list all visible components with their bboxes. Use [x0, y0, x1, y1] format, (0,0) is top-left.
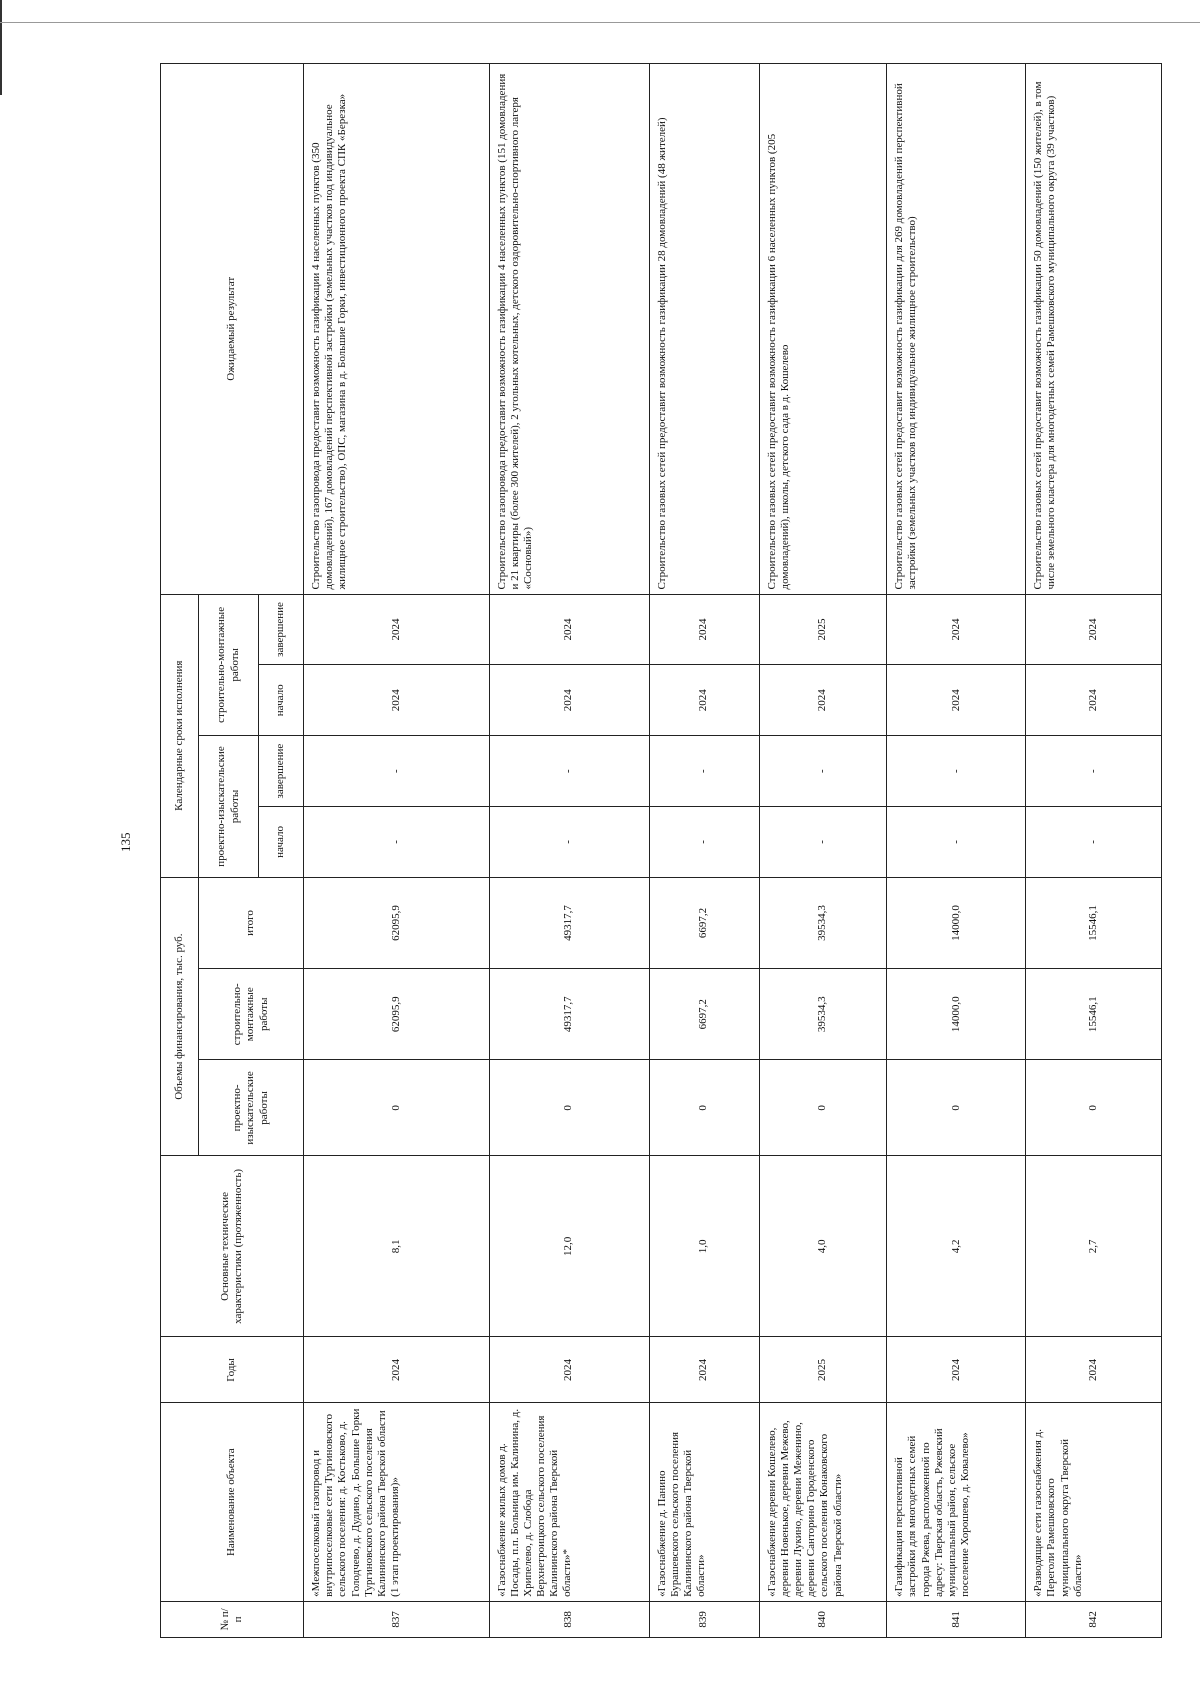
construction-financing: 49317,7: [489, 969, 649, 1060]
row-num: 839: [649, 1601, 759, 1637]
design-end: -: [649, 736, 759, 807]
design-end: -: [887, 736, 1026, 807]
header-expected-result: Ожидаемый результат: [161, 64, 304, 595]
row-num: 837: [304, 1601, 490, 1637]
header-object-name: Наименование объекта: [161, 1403, 304, 1601]
table-row: [649, 64, 759, 1638]
expected-result: Строительство газовых сетей предоставит возможность газификации 50 домовладений (150 жителей), в том числе земельного кластера для многодетных семей Рамешковского муниципального округа (39 участков): [1026, 64, 1162, 595]
object-name: «Газификация перспективной застройки для многодетных семей города Ржева, расположенной по адресу: Тверская область, Ржевский муниципальный район, сельское поселение Хорошево, д. Ковалево»: [887, 1403, 1026, 1601]
design-start: -: [649, 807, 759, 878]
header-construction-works: строительно-монтажные работы: [199, 594, 259, 736]
design-start: -: [489, 807, 649, 878]
design-financing: 0: [489, 1060, 649, 1156]
year: 2025: [759, 1337, 887, 1403]
header-construction-start: начало: [259, 665, 304, 736]
row-num: 840: [759, 1601, 887, 1637]
construction-end: 2024: [304, 594, 490, 665]
construction-start: 2024: [489, 665, 649, 736]
total-financing: 39534,3: [759, 877, 887, 968]
total-financing: 62095,9: [304, 877, 490, 968]
construction-start: 2024: [759, 665, 887, 736]
year: 2024: [1026, 1337, 1162, 1403]
construction-start: 2024: [649, 665, 759, 736]
table-row: [489, 64, 649, 1638]
header-design-end: завершение: [259, 736, 304, 807]
header-calendar-group: Календарные сроки исполнения: [161, 594, 199, 877]
design-financing: 0: [1026, 1060, 1162, 1156]
object-name: «Газоснабжение жилых домов д. Посады, п.п. Больница им. Калинина, д. Хрипелево, д. Слобода Верхнетроицкого сельского поселения Калининского района Тверской области»*: [489, 1403, 649, 1601]
expected-result: Строительство газовых сетей предоставит возможность газификации 28 домовладений (48 жителей): [649, 64, 759, 595]
design-financing: 0: [304, 1060, 490, 1156]
page-number: 135: [118, 832, 133, 852]
design-start: -: [1026, 807, 1162, 878]
length: 4,2: [887, 1156, 1026, 1337]
design-end: -: [759, 736, 887, 807]
design-financing: 0: [887, 1060, 1026, 1156]
design-end: -: [304, 736, 490, 807]
construction-end: 2024: [1026, 594, 1162, 665]
expected-result: Строительство газопровода предоставит возможность газификации 4 населенных пунктов (151 домовладения и 21 квартиры (более 300 жителей), 2 угольных котельных, детского оздоровительно-спортивного лагеря «Сосновый»): [489, 64, 649, 595]
table-row: [887, 64, 1026, 1638]
length: 8,1: [304, 1156, 490, 1337]
gas-supply-objects-table: [160, 63, 1162, 1638]
length: 2,7: [1026, 1156, 1162, 1337]
rotated-table-wrapper: [160, 63, 1162, 1638]
construction-start: 2024: [1026, 665, 1162, 736]
design-end: -: [489, 736, 649, 807]
length: 4,0: [759, 1156, 887, 1337]
design-start: -: [759, 807, 887, 878]
object-name: «Разводящие сети газоснабжения д. Переголи Рамешковского муниципального округа Тверской области»: [1026, 1403, 1162, 1601]
table-row: [759, 64, 887, 1638]
total-financing: 6697,2: [649, 877, 759, 968]
total-financing: 49317,7: [489, 877, 649, 968]
design-start: -: [304, 807, 490, 878]
design-end: -: [1026, 736, 1162, 807]
design-financing: 0: [759, 1060, 887, 1156]
construction-start: 2024: [887, 665, 1026, 736]
year: 2024: [649, 1337, 759, 1403]
construction-end: 2025: [759, 594, 887, 665]
construction-financing: 15546,1: [1026, 969, 1162, 1060]
construction-financing: 39534,3: [759, 969, 887, 1060]
design-financing: 0: [649, 1060, 759, 1156]
length: 1,0: [649, 1156, 759, 1337]
row-num: 842: [1026, 1601, 1162, 1637]
object-name: «Газоснабжение деревни Кошелево, деревни Новенькое, деревни Межево, деревни Лукино, деревни Меженино, деревни Санторино Городенского сельского поселения Конаковского района Тверской области»: [759, 1403, 887, 1601]
expected-result: Строительство газовых сетей предоставит возможность газификации 6 населенных пунктов (205 домовладений), школы, детского сада в д. Кошелево: [759, 64, 887, 595]
scan-edge-top: [0, 22, 1200, 23]
row-num: 841: [887, 1601, 1026, 1637]
total-financing: 14000,0: [887, 877, 1026, 968]
construction-end: 2024: [489, 594, 649, 665]
table-row: [304, 64, 490, 1638]
header-financing-group: Объемы финансирования, тыс. руб.: [161, 877, 199, 1156]
construction-financing: 14000,0: [887, 969, 1026, 1060]
header-construction-end: завершение: [259, 594, 304, 665]
row-num: 838: [489, 1601, 649, 1637]
expected-result: Строительство газопровода предоставит возможность газификации 4 населенных пунктов (350 домовладений), 167 домовладений перспективной застройки (земельных участков под индивидуальное жилищное строительство), ОПС, магазина в д. Большие Горки, инвестиционного проекта СПК «Березка»: [304, 64, 490, 595]
construction-financing: 6697,2: [649, 969, 759, 1060]
header-num: № п/п: [161, 1601, 304, 1637]
table-row: [1026, 64, 1162, 1638]
header-tech-characteristics: Основные технические характеристики (протяженность): [161, 1156, 304, 1337]
header-design-financing: проектно-изыскательские работы: [199, 1060, 304, 1156]
construction-end: 2024: [887, 594, 1026, 665]
construction-start: 2024: [304, 665, 490, 736]
header-total: итого: [199, 877, 304, 968]
object-name: «Газоснабжение д. Панино Бурашевского сельского поселения Калининского района Тверской области»: [649, 1403, 759, 1601]
year: 2024: [304, 1337, 490, 1403]
header-design-works: проектно-изыскательские работы: [199, 736, 259, 878]
header-design-start: начало: [259, 807, 304, 878]
expected-result: Строительство газовых сетей предоставит возможность газификации для 269 домовладений перспективной застройки (земельных участков под индивидуальное жилищное строительство): [887, 64, 1026, 595]
year: 2024: [887, 1337, 1026, 1403]
construction-end: 2024: [649, 594, 759, 665]
object-name: «Межпоселковый газопровод и внутрипоселковые сети Тургиновского сельского поселения: д. Костьково, д. Голодчево, д. Дудино, д. Большие Горки Тургиновского сельского поселения Калининского района Тверской области (1 этап проектирования)»: [304, 1403, 490, 1601]
header-construction-financing: строительно-монтажные работы: [199, 969, 304, 1060]
construction-financing: 62095,9: [304, 969, 490, 1060]
scan-edge-left: [0, 0, 2, 95]
length: 12,0: [489, 1156, 649, 1337]
total-financing: 15546,1: [1026, 877, 1162, 968]
year: 2024: [489, 1337, 649, 1403]
design-start: -: [887, 807, 1026, 878]
header-years: Годы: [161, 1337, 304, 1403]
